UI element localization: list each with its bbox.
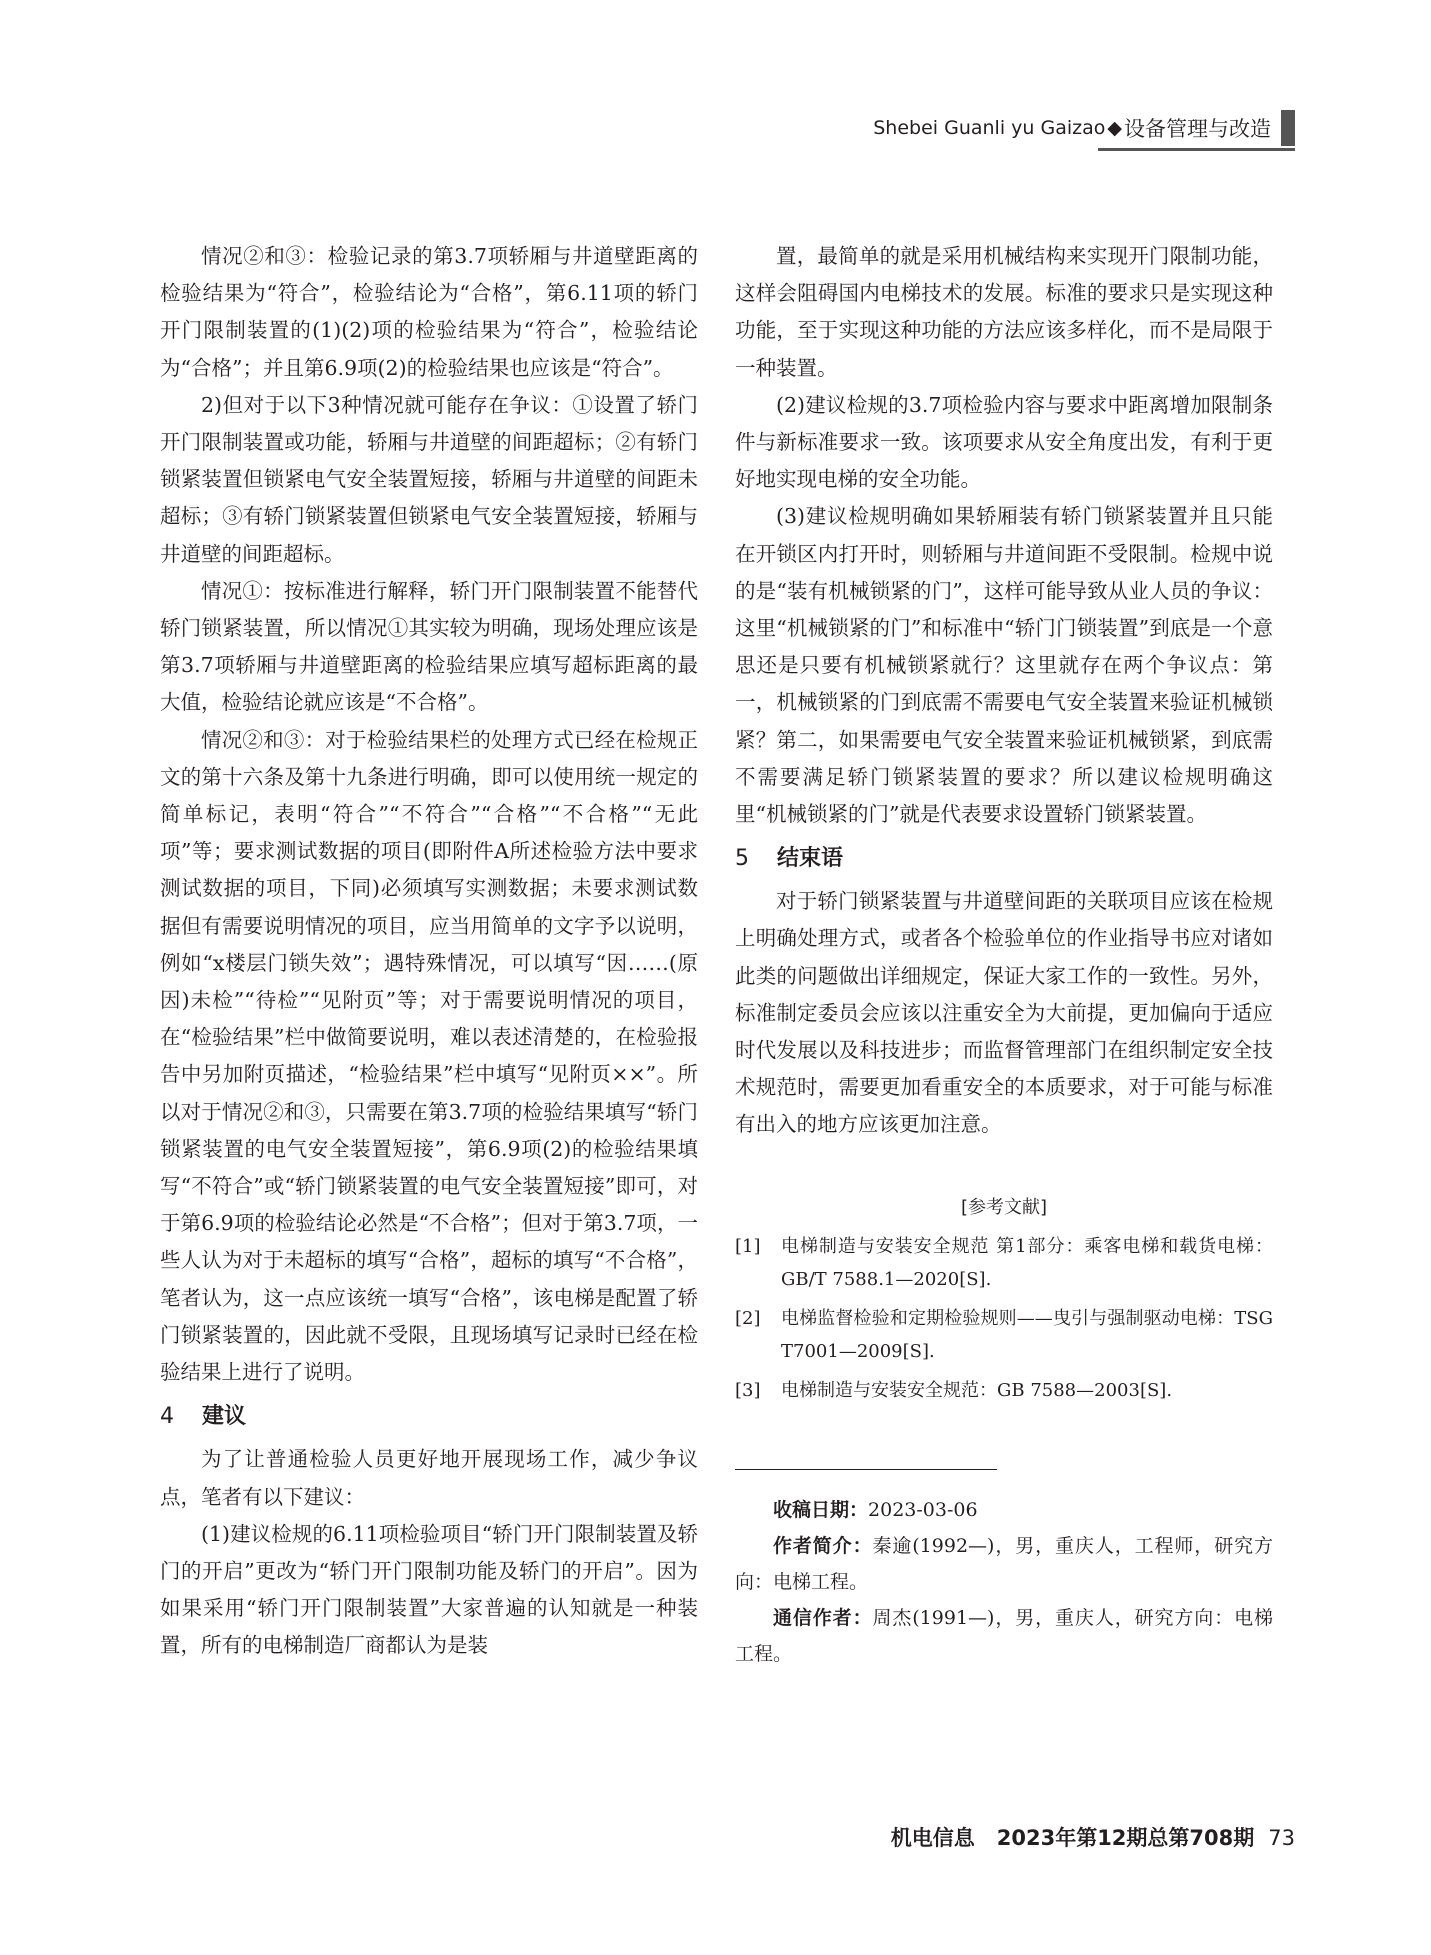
section-title: 建议 xyxy=(202,1404,247,1430)
paragraph: (2)建议检规的3.7项检验内容与要求中距离增加限制条件与新标准要求一致。该项要求从安全角度出发，有利于更好地实现电梯的安全功能。 xyxy=(735,392,1273,492)
journal-name: 机电信息 xyxy=(890,1826,975,1850)
paragraph: 对于轿门锁紧装置与井道壁间距的关联项目应该在检规上明确处理方式，或者各个检验单位的作业指导书应对诸如此类的问题做出详细规定，保证大家工作的一致性。另外，标准制定委员会应该以注重安全为大前提，更加偏向于适应时代发展以及科技进步；而监督管理部门在组织制定安全技术规范时，需要更加看重安全的本质要求，对于可能与标准有出入的地方应该更加注意。 xyxy=(735,889,1273,1137)
diamond-icon: ◆ xyxy=(1107,117,1122,139)
section-heading-4 xyxy=(160,1397,698,1437)
corr-label: 通信作者： xyxy=(773,1606,873,1629)
header-title: 设备管理与改造 xyxy=(1124,117,1271,141)
reference-item xyxy=(735,1302,1273,1368)
footnote-divider xyxy=(735,1469,997,1470)
page-number: 73 xyxy=(1268,1826,1295,1850)
paragraph: 置，最简单的就是采用机械结构来实现开门限制功能，这样会阻碍国内电梯技术的发展。标准的要求只是实现这种功能，至于实现这种功能的方法应该多样化，而不是局限于一种装置。 xyxy=(735,244,1273,380)
reference-text: 电梯制造与安装安全规范 第1部分：乘客电梯和载货电梯：GB/T 7588.1—2020[S]. xyxy=(781,1235,1273,1290)
reference-item xyxy=(735,1374,1273,1407)
page-footer xyxy=(866,1822,1295,1852)
section-heading-5 xyxy=(735,839,1273,879)
author-value: 秦逾(1992—)，男，重庆人，工程师，研究方向：电梯工程。 xyxy=(735,1534,1273,1593)
reference-text: 电梯监督检验和定期检验规则——曳引与强制驱动电梯：TSG T7001—2009[S]. xyxy=(781,1307,1273,1362)
section-number: 4 xyxy=(160,1404,174,1430)
reference-text: 电梯制造与安装安全规范：GB 7588—2003[S]. xyxy=(781,1379,1173,1401)
author-label: 作者简介： xyxy=(773,1534,873,1557)
header-underline xyxy=(1098,148,1295,151)
corr-value: 周杰(1991—)，男，重庆人，研究方向：电梯工程。 xyxy=(735,1606,1273,1665)
paragraph: 为了让普通检验人员更好地开展现场工作，减少争议点，笔者有以下建议： xyxy=(160,1447,698,1509)
section-number: 5 xyxy=(735,846,749,872)
paragraph: 2)但对于以下3种情况就可能存在争议：①设置了轿门开门限制装置或功能，轿厢与井道壁的间距超标；②有轿门锁紧装置但锁紧电气安全装置短接，轿厢与井道壁的间距未超标；③有轿门锁紧装置但锁紧电气安全装置短接，轿厢与井道壁的间距超标。 xyxy=(160,392,698,566)
received-value: 2023-03-06 xyxy=(868,1498,978,1521)
paragraph: 情况②和③：对于检验结果栏的处理方式已经在检规正文的第十六条及第十九条进行明确，即可以使用统一规定的简单标记，表明“符合”“不符合”“合格”“不合格”“无此项”等；要求测试数据的项目(即附件A所述检验方法中要求测试数据的项目，下同)必须填写实测数据；未要求测试数据但有需要说明情况的项目，应当用简单的文字予以说明，例如“x楼层门锁失效”；遇特殊情况，可以填写“因……(原因)未检”“待检”“见附页”等；对于需要说明情况的项目，在“检验结果”栏中做简要说明，难以表述清楚的，在检验报告中另加附页描述，“检验结果”栏中填写“见附页××”。所以对于情况②和③，只需要在第3.7项的检验结果填写“轿门锁紧装置的电气安全装置短接”，第6.9项(2)的检验结果填写“不符合”或“轿门锁紧装置的电气安全装置短接”即可，对于第6.9项的检验结论必然是“不合格”；但对于第3.7项，一些人认为对于未超标的填写“合格”，超标的填写“不合格”，笔者认为，这一点应该统一填写“合格”，该电梯是配置了轿门锁紧装置的，因此就不受限，且现场填写记录时已经在检验结果上进行了说明。 xyxy=(160,727,698,1385)
received-label: 收稿日期： xyxy=(773,1498,869,1521)
paragraph: (3)建议检规明确如果轿厢装有轿门锁紧装置并且只能在开锁区内打开时，则轿厢与井道间距不受限制。检规中说的是“装有机械锁紧的门”，这样可能导致从业人员的争议：这里“机械锁紧的门”和标准中“轿门门锁装置”到底是一个意思还是只要有机械锁紧就行？这里就存在两个争议点：第一，机械锁紧的门到底需不需要电气安全装置来验证机械锁紧？第二，如果需要电气安全装置来验证机械锁紧，到底需不需要满足轿门锁紧装置的要求？所以建议检规明确这里“机械锁紧的门”就是代表要求设置轿门锁紧装置。 xyxy=(735,504,1273,827)
paragraph: 情况②和③：检验记录的第3.7项轿厢与井道壁距离的检验结果为“符合”，检验结论为“合格”，第6.11项的轿门开门限制装置的(1)(2)项的检验结果为“符合”，检验结论为“合格”；并且第6.9项(2)的检验结果也应该是“符合”。 xyxy=(160,244,698,380)
header-bar-mark xyxy=(1281,110,1295,146)
paragraph: 情况①：按标准进行解释，轿门开门限制装置不能替代轿门锁紧装置，所以情况①其实较为明确，现场处理应该是第3.7项轿厢与井道壁距离的检验结果应填写超标距离的最大值，检验结论就应该是“不合格”。 xyxy=(160,578,698,715)
paragraph: (1)建议检规的6.11项检验项目“轿门开门限制装置及轿门的开启”更改为“轿门开门限制功能及轿门的开启”。因为如果采用“轿门开门限制装置”大家普遍的认知就是一种装置，所有的电梯制造厂商都认为是装 xyxy=(160,1521,698,1658)
section-title: 结束语 xyxy=(777,846,844,872)
issue-info: 2023年第12期总第708期 xyxy=(996,1826,1255,1850)
reference-number: [2] xyxy=(735,1307,761,1329)
running-header xyxy=(866,110,1295,146)
left-column xyxy=(160,238,698,1665)
reference-number: [1] xyxy=(735,1235,761,1257)
reference-item xyxy=(735,1230,1273,1296)
corresponding-author xyxy=(735,1600,1273,1672)
references-title: [参考文献] xyxy=(960,1196,1048,1218)
received-date xyxy=(735,1492,1273,1528)
right-column xyxy=(735,238,1273,1672)
author-bio xyxy=(735,1528,1273,1600)
reference-number: [3] xyxy=(735,1379,761,1401)
header-pinyin: Shebei Guanli yu Gaizao xyxy=(873,117,1106,139)
